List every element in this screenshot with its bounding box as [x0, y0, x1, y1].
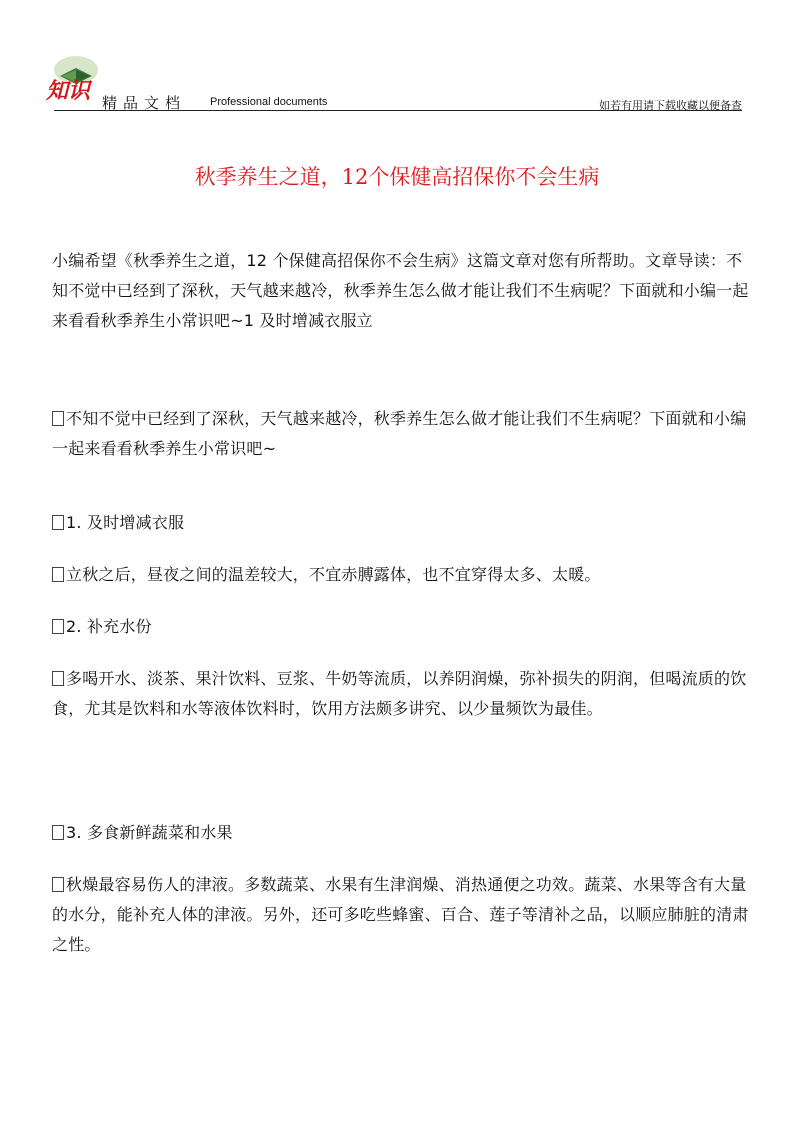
- page-header: [0, 0, 794, 112]
- missing-glyph-box: [52, 877, 64, 892]
- missing-glyph-box: [52, 411, 64, 426]
- book-logo-icon: [42, 50, 104, 108]
- paragraph: [52, 404, 752, 464]
- brand-english: Professional documents: [210, 96, 328, 108]
- section-heading: [52, 818, 752, 848]
- paragraph-text: 秋燥最容易伤人的津液。多数蔬菜、水果有生津润燥、消热通便之功效。蔬菜、水果等含有大量的水分，能补充人体的津液。另外，还可多吃些蜂蜜、百合、莲子等清补之品，以顺应肺脏的清肃之性。: [52, 875, 749, 954]
- missing-glyph-box: [52, 671, 64, 686]
- page-title: 秋季养生之道，12个保健高招保你不会生病: [194, 165, 600, 189]
- paragraph-text: 不知不觉中已经到了深秋，天气越来越冷，秋季养生怎么做才能让我们不生病呢？下面就和小编一起来看看秋季养生小常识吧~: [52, 409, 747, 458]
- section-heading: [52, 612, 752, 642]
- missing-glyph-box: [52, 619, 64, 634]
- paragraph-text: 3. 多食新鲜蔬菜和水果: [66, 823, 233, 842]
- paragraph-intro: [52, 246, 752, 336]
- download-hint: 如若有用请下载收藏以便备查: [599, 99, 742, 112]
- paragraph-text: 立秋之后，昼夜之间的温差较大，不宜赤膊露体，也不宜穿得太多、太暖。: [66, 565, 601, 584]
- paragraph-text: 1. 及时增减衣服: [66, 513, 185, 532]
- paragraph: [52, 560, 752, 590]
- logo-text: 知识: [46, 78, 91, 104]
- paragraph-text: 小编希望《秋季养生之道，12 个保健高招保你不会生病》这篇文章对您有所帮助。文章导读：不知不觉中已经到了深秋，天气越来越冷，秋季养生怎么做才能让我们不生病呢？下面就和小编一起来看看秋季养生小常识吧~1 及时增减衣服立: [52, 251, 749, 330]
- section-heading: [52, 508, 752, 538]
- missing-glyph-box: [52, 825, 64, 840]
- missing-glyph-box: [52, 515, 64, 530]
- header-divider: [54, 110, 742, 111]
- missing-glyph-box: [52, 567, 64, 582]
- paragraph: [52, 664, 752, 724]
- brand-name: 精品文档: [102, 94, 187, 112]
- paragraph-text: 2. 补充水份: [66, 617, 152, 636]
- paragraph-text: 多喝开水、淡茶、果汁饮料、豆浆、牛奶等流质，以养阴润燥，弥补损失的阴润，但喝流质的饮食，尤其是饮料和水等液体饮料时，饮用方法颇多讲究、以少量频饮为最佳。: [52, 669, 747, 718]
- paragraph: [52, 870, 752, 960]
